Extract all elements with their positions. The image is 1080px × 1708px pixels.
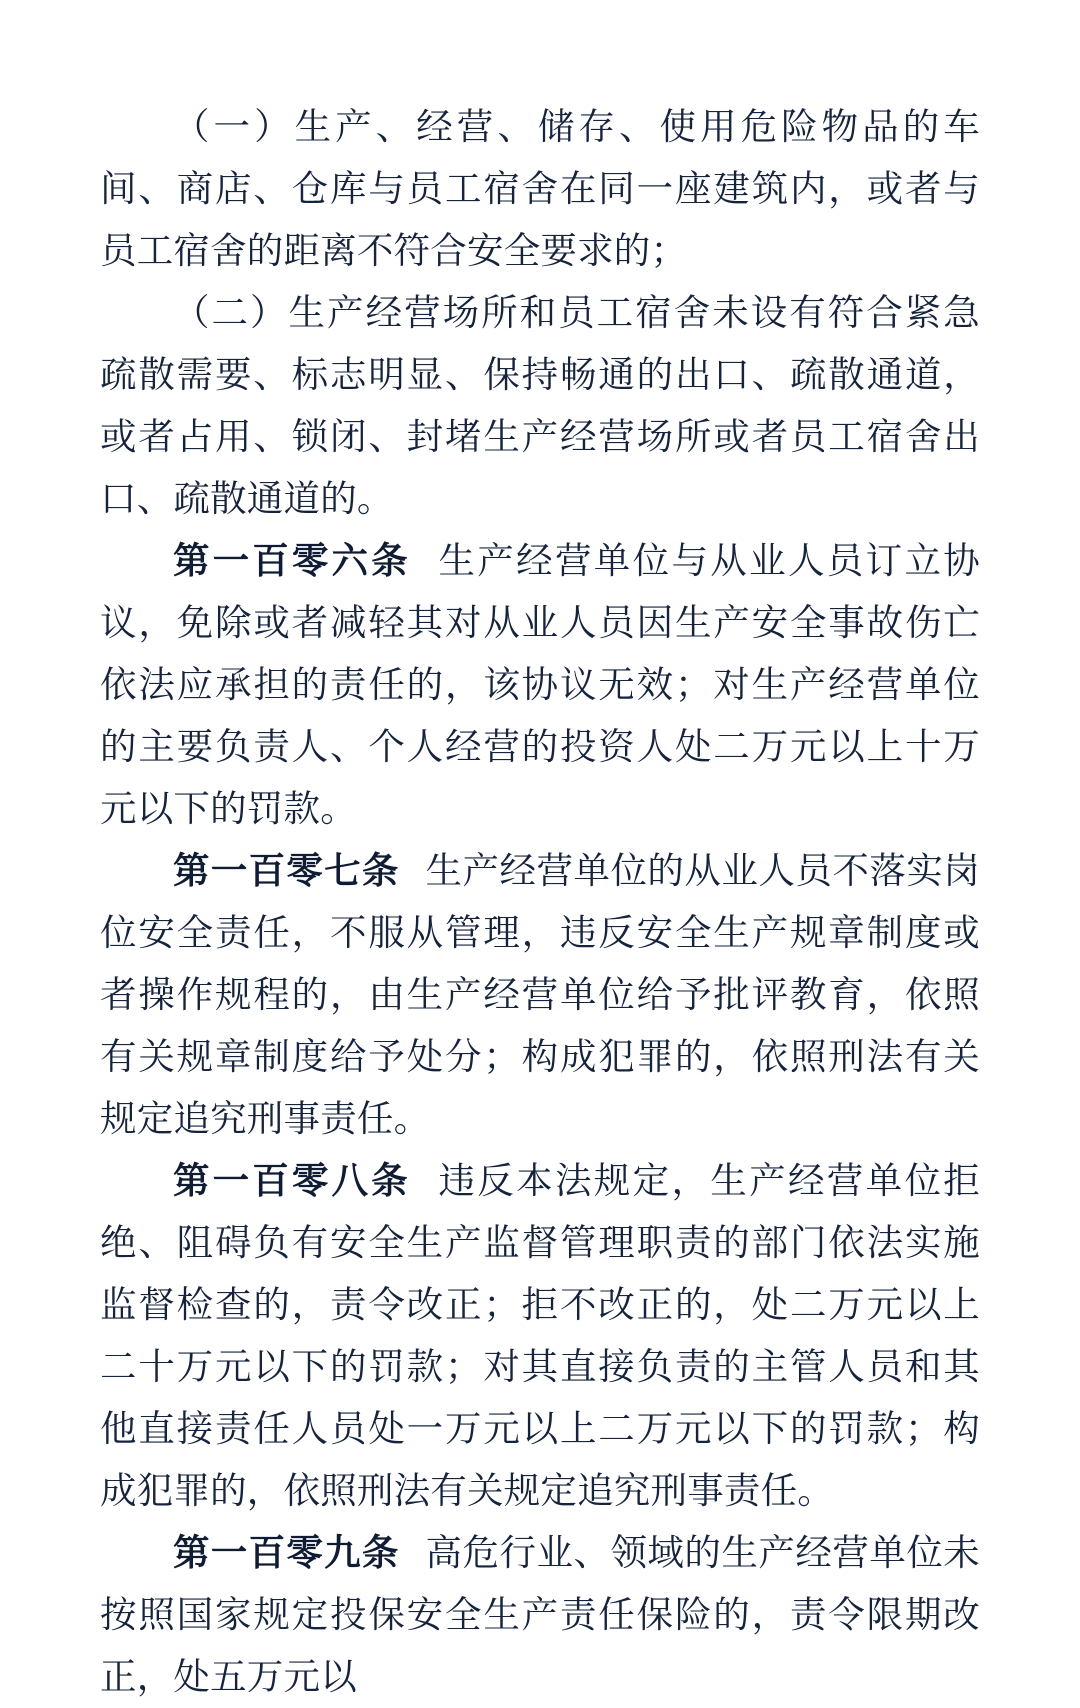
- paragraph-text: 生产经营单位的从业人员不落实岗位安全责任，不服从管理，违反安全生产规章制度或者操作规程的，由生产经营单位给予批评教育，依照有关规章制度给予处分；构成犯罪的，依照刑法有关规定追究刑事责任。: [100, 849, 981, 1140]
- article-number-label: 第一百零七条: [173, 849, 400, 892]
- paragraph-article-109: [100, 1522, 980, 1708]
- paragraph-article-108: [100, 1150, 980, 1522]
- document-body: [100, 96, 980, 1708]
- paragraph-text: （二）生产经营场所和员工宿舍未设有符合紧急疏散需要、标志明显、保持畅通的出口、疏散通道，或者占用、锁闭、封堵生产经营场所或者员工宿舍出口、疏散通道的。: [100, 291, 980, 520]
- article-number-label: 第一百零八条: [173, 1159, 411, 1202]
- paragraph-article-107: [100, 840, 980, 1150]
- article-number-label: 第一百零九条: [173, 1531, 400, 1574]
- paragraph-item-1: [100, 96, 980, 282]
- article-number-label: 第一百零六条: [173, 539, 411, 582]
- paragraph-item-2: [100, 282, 980, 530]
- paragraph-text: 生产经营单位与从业人员订立协议，免除或者减轻其对从业人员因生产安全事故伤亡依法应承担的责任的，该协议无效；对生产经营单位的主要负责人、个人经营的投资人处二万元以上十万元以下的罚款。: [100, 539, 980, 830]
- paragraph-article-106: [100, 530, 980, 840]
- paragraph-text: 违反本法规定，生产经营单位拒绝、阻碍负有安全生产监督管理职责的部门依法实施监督检查的，责令改正；拒不改正的，处二万元以上二十万元以下的罚款；对其直接负责的主管人员和其他直接责任人员处一万元以上二万元以下的罚款；构成犯罪的，依照刑法有关规定追究刑事责任。: [100, 1159, 980, 1512]
- paragraph-text: （一）生产、经营、储存、使用危险物品的车间、商店、仓库与员工宿舍在同一座建筑内，或者与员工宿舍的距离不符合安全要求的；: [100, 105, 980, 272]
- paragraph-text: 高危行业、领域的生产经营单位未按照国家规定投保安全生产责任保险的，责令限期改正，处五万元以: [100, 1531, 981, 1698]
